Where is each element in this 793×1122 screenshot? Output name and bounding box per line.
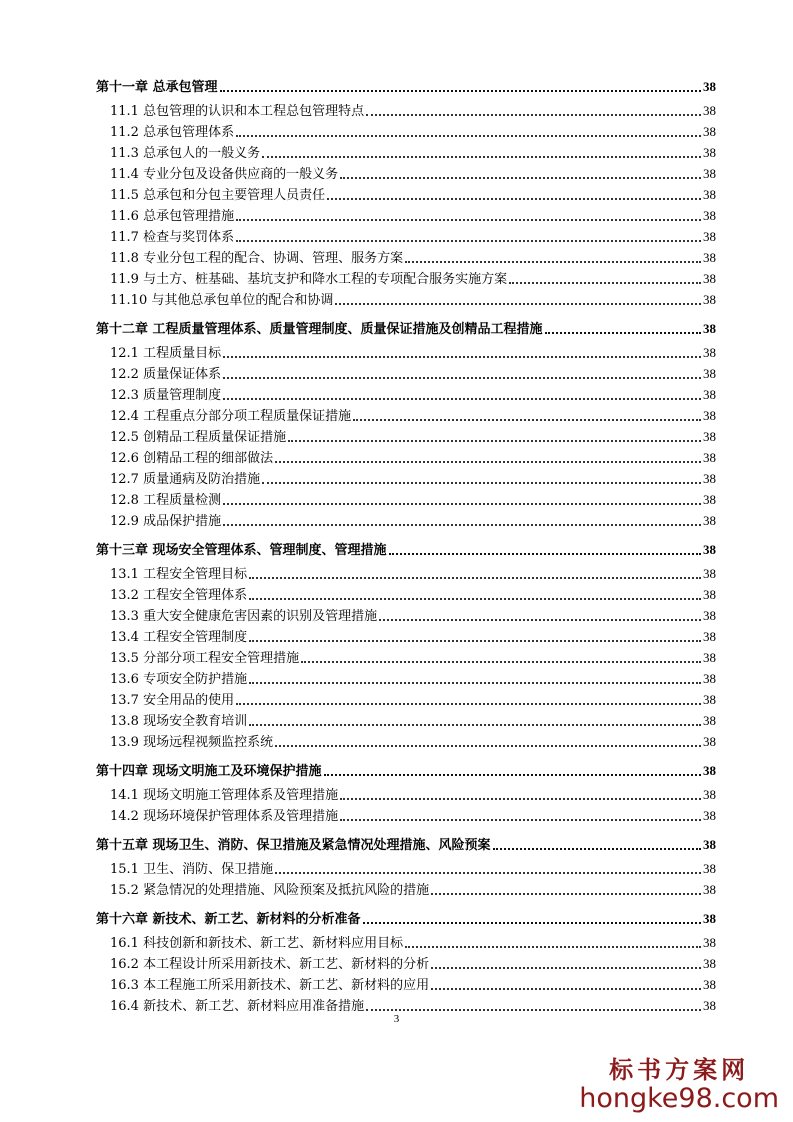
toc-entry[interactable] bbox=[96, 508, 716, 529]
dot-leader bbox=[405, 933, 701, 948]
toc-page-number: 38 bbox=[703, 124, 716, 139]
dot-leader bbox=[249, 669, 701, 684]
toc-entry-title: 12.4 工程重点分部分项工程质量保证措施 bbox=[110, 409, 352, 424]
toc-entry[interactable] bbox=[96, 182, 716, 203]
dot-leader bbox=[275, 732, 701, 747]
toc-page-number: 38 bbox=[703, 271, 716, 286]
toc-entry-title: 12.7 质量通病及防治措施 bbox=[110, 472, 261, 487]
toc-entry[interactable] bbox=[96, 466, 716, 487]
toc-entry-title: 13.9 现场远程视频监控系统 bbox=[110, 735, 274, 750]
toc-entry[interactable] bbox=[96, 972, 716, 993]
dot-leader bbox=[545, 319, 701, 334]
toc-page-number: 38 bbox=[703, 229, 716, 244]
toc-entry-title: 13.3 重大安全健康危害因素的识别及管理措施 bbox=[110, 609, 378, 624]
dot-leader bbox=[249, 711, 701, 726]
toc-page-number: 38 bbox=[703, 166, 716, 181]
toc-page-number: 38 bbox=[703, 911, 716, 926]
toc-entry-title: 13.1 工程安全管理目标 bbox=[110, 567, 248, 582]
toc-entry-title: 14.2 现场环境保护管理体系及管理措施 bbox=[110, 809, 339, 824]
toc-entry[interactable] bbox=[96, 424, 716, 445]
watermark-url: hongke98.com bbox=[579, 1083, 779, 1114]
toc-page-number: 38 bbox=[703, 713, 716, 728]
toc-page-number: 38 bbox=[703, 79, 716, 94]
toc-page-number: 38 bbox=[703, 145, 716, 160]
toc-entry-title: 15.1 卫生、消防、保卫措施 bbox=[110, 862, 274, 877]
toc-entry[interactable] bbox=[96, 340, 716, 361]
toc-page-number: 38 bbox=[703, 208, 716, 223]
toc-entry[interactable] bbox=[96, 877, 716, 898]
toc-entry[interactable] bbox=[96, 224, 716, 245]
toc-entry[interactable] bbox=[96, 803, 716, 824]
toc-entry-title: 12.2 质量保证体系 bbox=[110, 367, 222, 382]
dot-leader bbox=[220, 77, 701, 92]
toc-page-number: 38 bbox=[703, 882, 716, 897]
toc-entry-title: 11.7 检查与奖罚体系 bbox=[110, 230, 235, 245]
toc-entry[interactable] bbox=[96, 666, 716, 687]
dot-leader bbox=[366, 996, 701, 1011]
toc-entry-title: 11.6 总承包管理措施 bbox=[110, 209, 235, 224]
toc-entry[interactable] bbox=[96, 645, 716, 666]
dot-leader bbox=[431, 975, 701, 990]
toc-entry-title: 16.4 新技术、新工艺、新材料应用准备措施 bbox=[110, 999, 365, 1014]
toc-page-number: 38 bbox=[703, 492, 716, 507]
toc-entry[interactable] bbox=[96, 487, 716, 508]
toc-chapter[interactable] bbox=[96, 537, 716, 558]
toc-entry-title: 15.2 紧急情况的处理措施、风险预案及抵抗风险的措施 bbox=[110, 883, 430, 898]
toc-entry[interactable] bbox=[96, 729, 716, 750]
dot-leader bbox=[363, 909, 701, 924]
toc-page-number: 38 bbox=[703, 513, 716, 528]
toc-chapter-title: 第十五章 现场卫生、消防、保卫措施及紧急情况处理措施、风险预案 bbox=[96, 838, 491, 853]
toc-page-number: 38 bbox=[703, 956, 716, 971]
toc-entry[interactable] bbox=[96, 951, 716, 972]
toc-entry-title: 13.6 专项安全防护措施 bbox=[110, 672, 248, 687]
dot-leader bbox=[405, 248, 701, 263]
toc-entry-title: 13.8 现场安全教育培训 bbox=[110, 714, 248, 729]
toc-page-number: 38 bbox=[703, 671, 716, 686]
toc-entry-title: 13.2 工程安全管理体系 bbox=[110, 588, 248, 603]
toc-page-number: 38 bbox=[703, 345, 716, 360]
toc-entry-title: 13.7 安全用品的使用 bbox=[110, 693, 235, 708]
toc-entry[interactable] bbox=[96, 361, 716, 382]
dot-leader bbox=[236, 122, 701, 137]
toc-entry[interactable] bbox=[96, 445, 716, 466]
toc-page-number: 38 bbox=[703, 450, 716, 465]
dot-leader bbox=[249, 585, 701, 600]
toc-entry[interactable] bbox=[96, 782, 716, 803]
toc-entry-title: 11.5 总承包和分包主要管理人员责任 bbox=[110, 188, 326, 203]
dot-leader bbox=[335, 290, 701, 305]
toc-entry-title: 13.4 工程安全管理制度 bbox=[110, 630, 248, 645]
toc-entry[interactable] bbox=[96, 561, 716, 582]
toc-page-number: 38 bbox=[703, 471, 716, 486]
toc-entry-title: 16.1 科技创新和新技术、新工艺、新材料应用目标 bbox=[110, 936, 404, 951]
toc-entry-title: 14.1 现场文明施工管理体系及管理措施 bbox=[110, 788, 339, 803]
toc-entry[interactable] bbox=[96, 382, 716, 403]
toc-page-number: 38 bbox=[703, 808, 716, 823]
toc-page-number: 38 bbox=[703, 408, 716, 423]
page-number: 3 bbox=[393, 1013, 400, 1025]
toc-page-number: 38 bbox=[703, 366, 716, 381]
toc-entry-title: 11.1 总包管理的认识和本工程总包管理特点 bbox=[110, 104, 365, 119]
toc-entry-title: 11.2 总承包管理体系 bbox=[110, 125, 235, 140]
toc-entry-title: 12.3 质量管理制度 bbox=[110, 388, 222, 403]
dot-leader bbox=[340, 164, 701, 179]
toc-chapter-title: 第十三章 现场安全管理体系、管理制度、管理措施 bbox=[96, 543, 387, 558]
toc-entry[interactable] bbox=[96, 687, 716, 708]
dot-leader bbox=[389, 540, 701, 555]
toc-page-number: 38 bbox=[703, 566, 716, 581]
toc-page-number: 38 bbox=[703, 187, 716, 202]
toc-entry-title: 12.9 成品保护措施 bbox=[110, 514, 222, 529]
dot-leader bbox=[366, 101, 701, 116]
toc-page-number: 38 bbox=[703, 734, 716, 749]
toc-chapter-title: 第十四章 现场文明施工及环境保护措施 bbox=[96, 764, 322, 779]
toc-page-number: 38 bbox=[703, 608, 716, 623]
dot-leader bbox=[249, 627, 701, 642]
toc-entry[interactable] bbox=[96, 119, 716, 140]
dot-leader bbox=[353, 406, 701, 421]
watermark-logo bbox=[579, 1050, 779, 1114]
toc-page-number: 38 bbox=[703, 935, 716, 950]
watermark-name: 标书方案网 bbox=[609, 1056, 750, 1084]
toc-chapter-title: 第十六章 新技术、新工艺、新材料的分析准备 bbox=[96, 912, 361, 927]
toc-chapter[interactable] bbox=[96, 906, 716, 927]
toc-page-number: 38 bbox=[703, 787, 716, 802]
toc-entry[interactable] bbox=[96, 403, 716, 424]
dot-leader bbox=[262, 143, 701, 158]
toc-entry[interactable] bbox=[96, 203, 716, 224]
toc-entry[interactable] bbox=[96, 161, 716, 182]
dot-leader bbox=[493, 835, 701, 850]
dot-leader bbox=[324, 761, 701, 776]
toc-entry[interactable] bbox=[96, 993, 716, 1014]
toc-page-number: 38 bbox=[703, 542, 716, 557]
dot-leader bbox=[275, 859, 701, 874]
toc-entry-title: 11.9 与土方、桩基础、基坑支护和降水工程的专项配合服务实施方案 bbox=[110, 272, 508, 287]
dot-leader bbox=[431, 954, 701, 969]
dot-leader bbox=[288, 427, 701, 442]
dot-leader bbox=[340, 785, 701, 800]
toc-page-number: 38 bbox=[703, 763, 716, 778]
toc-entry[interactable] bbox=[96, 245, 716, 266]
toc-entry[interactable] bbox=[96, 287, 716, 308]
toc-page-number: 38 bbox=[703, 387, 716, 402]
dot-leader bbox=[275, 448, 701, 463]
dot-leader bbox=[379, 606, 701, 621]
toc-entry[interactable] bbox=[96, 140, 716, 161]
toc-chapter[interactable] bbox=[96, 74, 716, 95]
dot-leader bbox=[223, 385, 701, 400]
dot-leader bbox=[262, 469, 701, 484]
toc-page-number: 38 bbox=[703, 103, 716, 118]
toc-entry-title: 11.4 专业分包及设备供应商的一般义务 bbox=[110, 167, 339, 182]
dot-leader bbox=[301, 648, 701, 663]
toc-page-number: 38 bbox=[703, 321, 716, 336]
dot-leader bbox=[327, 185, 701, 200]
dot-leader bbox=[431, 880, 701, 895]
toc-chapter-title: 第十二章 工程质量管理体系、质量管理制度、质量保证措施及创精品工程措施 bbox=[96, 322, 543, 337]
toc-entry[interactable] bbox=[96, 582, 716, 603]
toc-entry[interactable] bbox=[96, 930, 716, 951]
toc-chapter[interactable] bbox=[96, 316, 716, 337]
toc-entry[interactable] bbox=[96, 856, 716, 877]
toc-entry[interactable] bbox=[96, 624, 716, 645]
dot-leader bbox=[236, 206, 701, 221]
toc-entry-title: 16.3 本工程施工所采用新技术、新工艺、新材料的应用 bbox=[110, 978, 430, 993]
toc-page-number: 38 bbox=[703, 837, 716, 852]
dot-leader bbox=[223, 490, 701, 505]
toc-page-number: 38 bbox=[703, 998, 716, 1013]
toc-page-number: 38 bbox=[703, 692, 716, 707]
toc-entry[interactable] bbox=[96, 266, 716, 287]
dot-leader bbox=[249, 564, 701, 579]
table-of-contents bbox=[96, 74, 716, 1014]
toc-page-number: 38 bbox=[703, 250, 716, 265]
toc-entry-title: 12.6 创精品工程的细部做法 bbox=[110, 451, 274, 466]
toc-page-number: 38 bbox=[703, 861, 716, 876]
toc-page-number: 38 bbox=[703, 650, 716, 665]
toc-entry[interactable] bbox=[96, 708, 716, 729]
toc-entry-title: 12.8 工程质量检测 bbox=[110, 493, 222, 508]
toc-page-number: 38 bbox=[703, 629, 716, 644]
dot-leader bbox=[223, 364, 701, 379]
toc-entry-title: 11.8 专业分包工程的配合、协调、管理、服务方案 bbox=[110, 251, 404, 266]
toc-entry[interactable] bbox=[96, 603, 716, 624]
dot-leader bbox=[223, 343, 701, 358]
toc-chapter-title: 第十一章 总承包管理 bbox=[96, 80, 218, 95]
dot-leader bbox=[223, 511, 701, 526]
toc-page-number: 38 bbox=[703, 587, 716, 602]
toc-entry-title: 12.5 创精品工程质量保证措施 bbox=[110, 430, 287, 445]
dot-leader bbox=[509, 269, 701, 284]
toc-page-number: 38 bbox=[703, 977, 716, 992]
toc-entry-title: 16.2 本工程设计所采用新技术、新工艺、新材料的分析 bbox=[110, 957, 430, 972]
toc-entry-title: 11.3 总承包人的一般义务 bbox=[110, 146, 261, 161]
toc-entry[interactable] bbox=[96, 98, 716, 119]
toc-chapter[interactable] bbox=[96, 832, 716, 853]
toc-page-number: 38 bbox=[703, 292, 716, 307]
dot-leader bbox=[340, 806, 701, 821]
toc-chapter[interactable] bbox=[96, 758, 716, 779]
toc-page-number: 38 bbox=[703, 429, 716, 444]
dot-leader bbox=[236, 690, 701, 705]
dot-leader bbox=[236, 227, 701, 242]
toc-entry-title: 13.5 分部分项工程安全管理措施 bbox=[110, 651, 300, 666]
toc-entry-title: 11.10 与其他总承包单位的配合和协调 bbox=[110, 293, 334, 308]
toc-entry-title: 12.1 工程质量目标 bbox=[110, 346, 222, 361]
